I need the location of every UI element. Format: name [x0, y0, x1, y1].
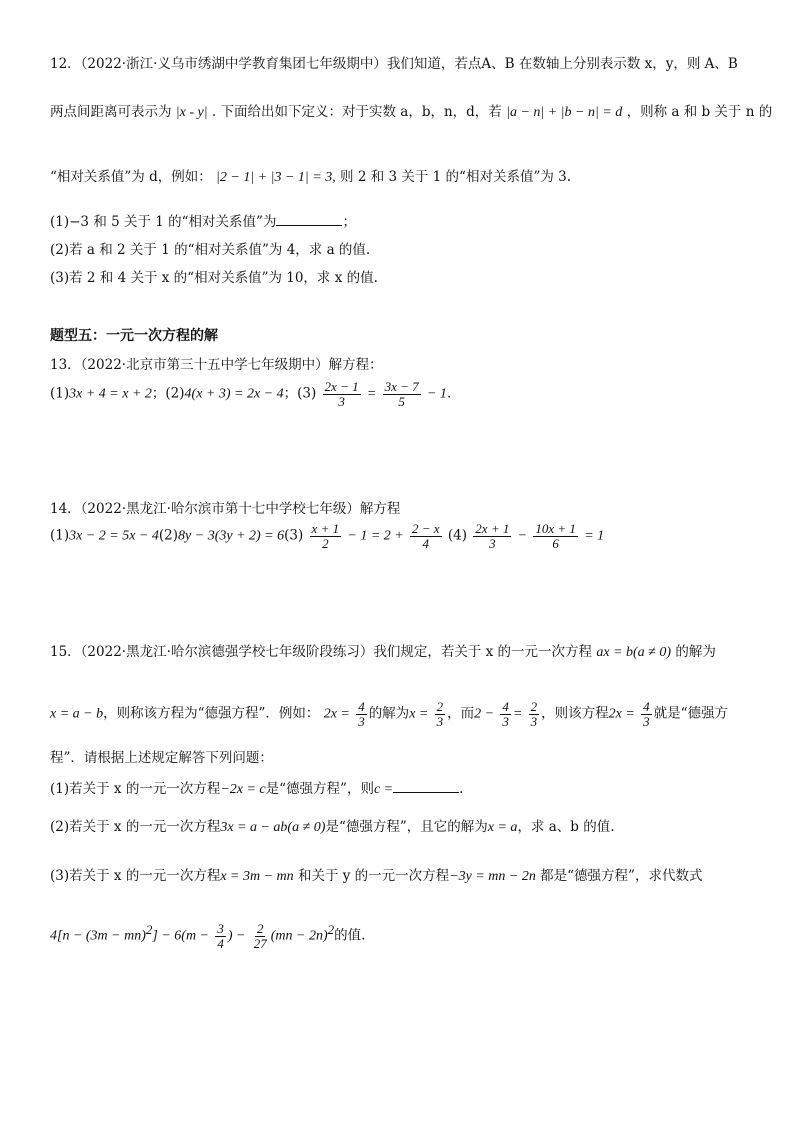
period: .	[446, 385, 452, 402]
fraction	[500, 700, 511, 728]
q13-eq2: 4(x + 3) = 2x − 4	[184, 386, 284, 402]
denominator: 2	[322, 535, 329, 551]
q15-text: ，则该方程	[541, 705, 609, 722]
denominator: 27	[253, 935, 267, 951]
q12-line2	[50, 100, 772, 121]
q15-p2-eq: 3x = a − ab(a ≠ 0)	[220, 820, 326, 835]
numerator: 2	[436, 699, 444, 714]
expr-part: (mn − 2n)	[270, 928, 328, 944]
q12-part3: (3)若 2 和 4 关于 x 的“相对关系值”为 10，求 x 的值.	[50, 270, 378, 286]
fraction	[356, 700, 367, 728]
q13-header: 13．（2022·北京市第三十五中学七年级期中）解方程：	[50, 357, 383, 373]
q14-label: (4)	[447, 527, 467, 544]
q15-p2-sol: x = a	[487, 820, 518, 835]
separator: ；	[283, 385, 298, 402]
q12-text: 则 2 和 3 关于 1 的“相对关系值”为 3.	[340, 169, 572, 185]
denominator: 4	[217, 935, 224, 951]
numerator: 3	[217, 921, 224, 936]
denominator: 3	[643, 713, 650, 729]
q15-text: 都是“德强方程”，求代数式	[540, 868, 703, 884]
q15-part3	[50, 864, 702, 885]
q12-part2: (2)若 a 和 2 关于 1 的“相对关系值”为 4，求 a 的值.	[50, 242, 371, 258]
q13-label: (2)	[165, 385, 185, 402]
exponent: 2	[145, 922, 153, 938]
q15-c: c =	[373, 782, 394, 797]
equals: =	[512, 706, 523, 722]
q13-eq1: 3x + 4 = x + 2	[69, 386, 152, 402]
q14-label: (3)	[284, 527, 304, 544]
q15-text: 的解为	[675, 644, 716, 660]
q15-example-lhs: 2x =	[323, 706, 350, 722]
q12-distance-expr: |x - y|	[175, 105, 208, 120]
q15-text: ，求 a、b 的值.	[517, 819, 615, 835]
q12-part1	[50, 210, 356, 230]
q15-general-eq: ax = b(a ≠ 0)	[596, 645, 672, 660]
q15-line1	[50, 640, 716, 661]
q15-part2	[50, 815, 615, 836]
numerator: x + 1	[311, 521, 340, 536]
q15-text: ，则称该方程为“德强方程”．例如：	[103, 705, 320, 722]
q14-eq3-mid: − 1 = 2 +	[347, 528, 404, 544]
denominator: 3	[502, 713, 509, 729]
numerator: 4	[643, 699, 650, 714]
fraction	[310, 522, 342, 550]
answer-blank	[393, 780, 459, 793]
q15-p3-eq1: x = 3m − mn	[220, 869, 294, 884]
q14-equations	[50, 522, 604, 550]
q12-definition-expr: |a − n| + |b − n| = d	[506, 105, 623, 120]
fraction	[641, 700, 652, 728]
denominator: 6	[552, 535, 559, 551]
numerator: 2	[256, 921, 264, 936]
q15-text: (1)若关于 x 的一元一次方程	[50, 781, 221, 797]
fraction	[435, 700, 446, 728]
numerator: 2	[530, 699, 538, 714]
q15-text: 的值.	[334, 927, 366, 944]
q13-equations	[50, 380, 451, 408]
fraction	[323, 380, 361, 408]
q15-text: 是“德强方程”，且它的解为	[325, 819, 488, 835]
q15-example-sol: x =	[409, 706, 429, 722]
q15-final-expr	[50, 922, 365, 950]
q15-p1-eq: −2x = c	[220, 782, 266, 797]
numerator: 2x − 1	[324, 379, 359, 394]
q15-text: 的解为	[368, 705, 410, 722]
q15-line2	[50, 700, 728, 728]
q15-solution-expr: x = a − b	[50, 706, 104, 722]
q15-p3-eq2: −3y = mn − 2n	[449, 869, 536, 884]
section-title: 题型五：一元一次方程的解	[50, 328, 218, 344]
q14-eq2: 8y − 3(3y + 2) = 6	[178, 528, 285, 544]
q15-text: 就是“德强方	[653, 705, 729, 722]
q12-text: “相对关系值”为 d，例如：	[50, 169, 212, 185]
denominator: 4	[422, 535, 430, 551]
answer-blank	[276, 213, 342, 226]
q12-header-mid: A、B 在数轴上分别表示数 x，y，则 A、B	[481, 56, 738, 72]
q15-text: ，而	[447, 705, 475, 722]
q14-eq1: 3x − 2 = 5x − 4	[69, 528, 159, 544]
q12-text: 两点间距离可表示为	[50, 104, 172, 120]
numerator: 2x + 1	[475, 521, 510, 536]
q13-label: (1)	[50, 385, 70, 402]
expr-part: ) −	[227, 928, 246, 944]
q15-text: 是“德强方程”，则	[265, 781, 374, 797]
fraction	[533, 522, 578, 550]
denominator: 3	[436, 713, 444, 729]
denominator: 3	[358, 713, 365, 729]
numerator: 4	[358, 699, 365, 714]
q12-text: . 下面给出如下定义：对于实数 a，b，n，d，若	[211, 104, 502, 120]
q15-text: (3)若关于 x 的一元一次方程	[50, 868, 221, 884]
q12-part1-end: ；	[342, 214, 356, 230]
fraction	[252, 922, 269, 950]
denominator: 5	[398, 393, 405, 409]
fraction	[383, 380, 421, 408]
denominator: 3	[338, 393, 345, 409]
q12-line3	[50, 165, 571, 186]
period: .	[459, 781, 464, 797]
q12-line1	[50, 52, 738, 72]
equals: =	[366, 386, 377, 402]
q12-text: ，则称 a 和 b 关于 n 的	[626, 104, 773, 120]
denominator: 3	[489, 535, 496, 551]
exponent: 2	[327, 922, 335, 938]
q12-part1-text: (1)−3 和 5 关于 1 的“相对关系值”为	[50, 214, 277, 230]
numerator: 2 − x	[412, 521, 440, 536]
q12-example-expr: |2 − 1| + |3 − 1| = 3,	[216, 170, 336, 185]
q13-eq3-tail: − 1	[426, 386, 447, 402]
denominator: 3	[530, 713, 538, 729]
numerator: 4	[502, 699, 509, 714]
minus: −	[517, 528, 528, 544]
q15-line3: 程”．请根据上述规定解答下列问题：	[50, 750, 273, 766]
fraction	[410, 522, 442, 550]
expr-part: ] − 6(m −	[152, 928, 210, 944]
q12-header: 12．（2022·浙江·义乌市绣湖中学教育集团七年级期中）我们知道，若点	[50, 56, 482, 72]
q14-label: (1)	[50, 527, 70, 544]
q15-header: 15．（2022·黑龙江·哈尔滨德强学校七年级阶段练习）我们规定，若关于 x 的一元一次方程	[50, 644, 593, 660]
separator: ；	[151, 385, 166, 402]
fraction	[529, 700, 540, 728]
q15-part1	[50, 777, 463, 798]
expr-part: 4[n − (3m − mn)	[50, 928, 146, 944]
q14-header: 14．（2022·黑龙江·哈尔滨市第十七中学校七年级）解方程	[50, 501, 401, 517]
numerator: 3x − 7	[384, 379, 419, 394]
numerator: 10x + 1	[535, 521, 576, 536]
q15-text: 和关于 y 的一元一次方程	[297, 868, 450, 884]
q14-eq4-tail: = 1	[584, 528, 605, 544]
q15-text: (2)若关于 x 的一元一次方程	[50, 819, 221, 835]
fraction	[473, 522, 511, 550]
fraction	[215, 922, 226, 950]
q14-label: (2)	[158, 527, 179, 544]
q15-example-eq: 2x =	[608, 706, 635, 722]
q15-calc: 2 −	[474, 706, 495, 722]
q13-label: (3)	[297, 385, 317, 402]
